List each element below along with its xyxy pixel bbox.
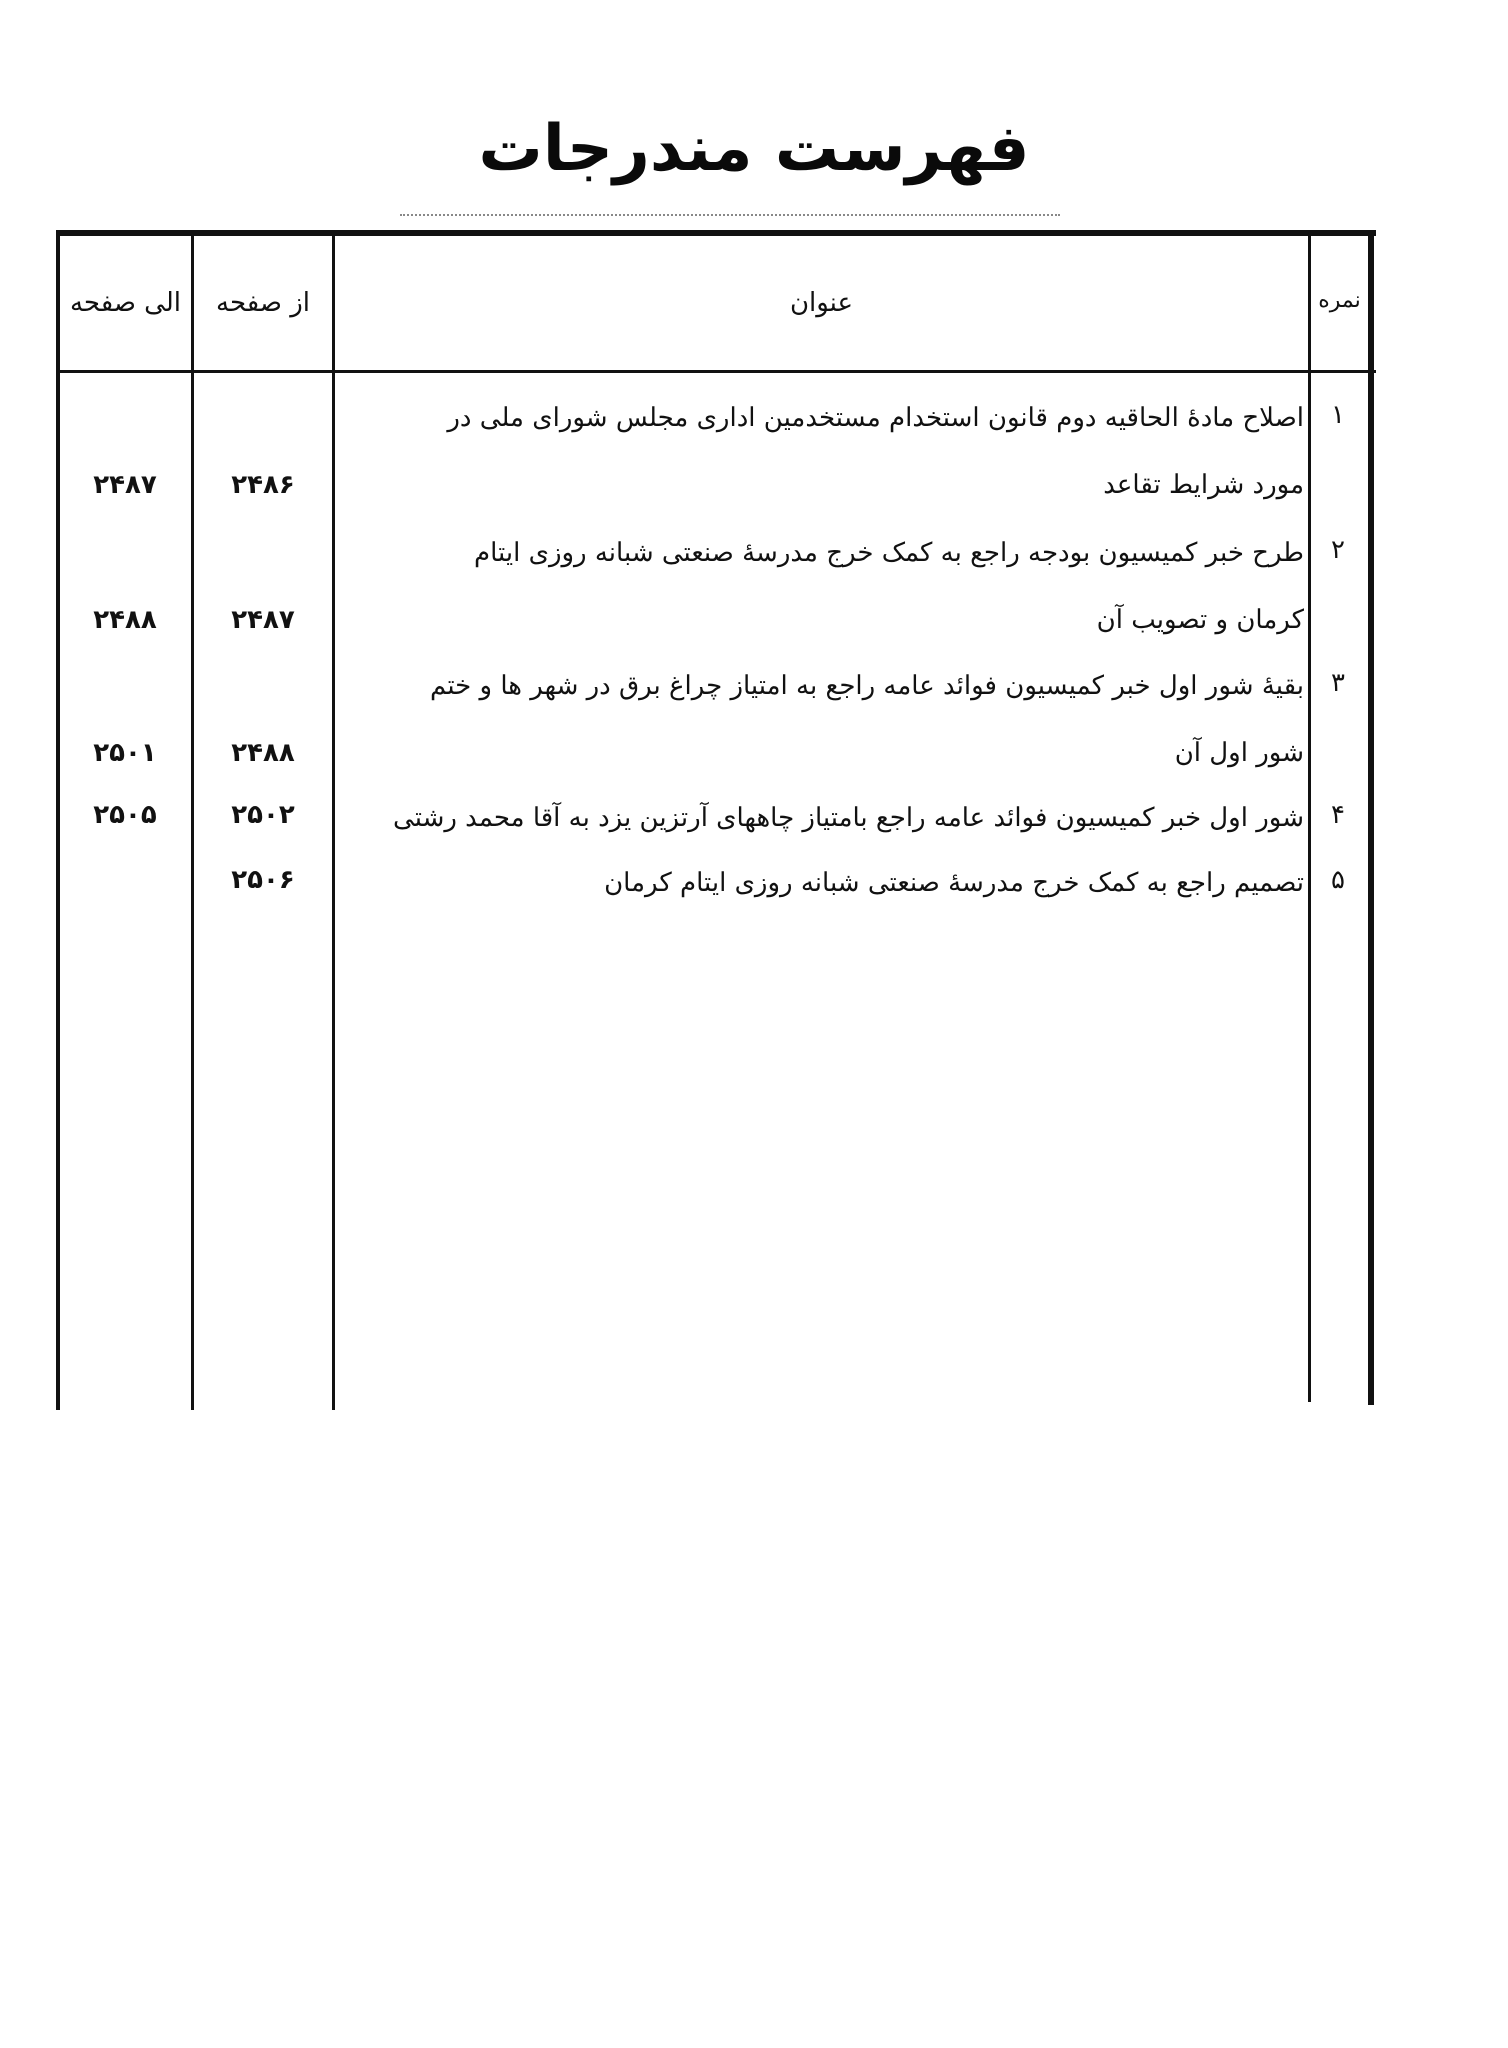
row-title-line: تصمیم راجع به کمک خرج مدرسهٔ صنعتی شبانه روزی ایتام کرمان xyxy=(604,868,1304,898)
row-from-page: ۲۵۰۲ xyxy=(231,800,295,830)
contents-table xyxy=(56,230,1376,1410)
title-divider xyxy=(400,214,1060,216)
row-number: ۴ xyxy=(1331,800,1345,830)
column-divider-from xyxy=(332,230,335,1410)
row-title-line: طرح خبر کمیسیون بودجه راجع به کمک خرج مدرسهٔ صنعتی شبانه روزی ایتام xyxy=(474,538,1304,568)
row-to-page: ۲۵۰۵ xyxy=(93,800,157,830)
page-title: فهرست مندرجات xyxy=(478,112,1030,186)
row-from-page: ۲۴۸۶ xyxy=(231,470,295,500)
table-top-border xyxy=(56,230,1376,236)
row-from-page: ۲۴۸۷ xyxy=(231,605,295,635)
row-title xyxy=(344,385,1304,519)
row-title xyxy=(344,653,1304,787)
row-to-page: ۲۴۸۷ xyxy=(93,470,157,500)
row-from-page: ۲۵۰۶ xyxy=(231,865,295,895)
header-to-page: الی صفحه xyxy=(69,288,182,318)
row-number: ۳ xyxy=(1331,668,1345,698)
row-number: ۵ xyxy=(1331,865,1345,895)
row-title xyxy=(344,520,1304,654)
row-title-line: مورد شرایط تقاعد xyxy=(1103,470,1304,500)
header-number: نمره xyxy=(1318,288,1361,313)
header-bottom-rule xyxy=(56,370,1376,373)
row-number: ۱ xyxy=(1331,400,1345,430)
row-title-line: شور اول خبر کمیسیون فوائد عامه راجع بامتیاز چاههای آرتزین یزد به آقا محمد رشتی xyxy=(393,803,1304,833)
row-title-line: بقیهٔ شور اول خبر کمیسیون فوائد عامه راجع به امتیاز چراغ برق در شهر ها و ختم xyxy=(430,671,1304,701)
row-title-line: کرمان و تصویب آن xyxy=(1096,605,1304,635)
row-title-line: شور اول آن xyxy=(1174,738,1304,768)
row-to-page: ۲۴۸۸ xyxy=(93,605,157,635)
row-title-line: اصلاح مادهٔ الحاقیه دوم قانون استخدام مستخدمین اداری مجلس شورای ملی در xyxy=(447,403,1304,433)
row-to-page: ۲۵۰۱ xyxy=(93,738,157,768)
header-subject: عنوان xyxy=(789,288,854,318)
header-from-page: از صفحه xyxy=(216,288,310,318)
column-divider-to xyxy=(191,230,194,1410)
row-number: ۲ xyxy=(1331,535,1345,565)
row-title xyxy=(344,850,1304,917)
column-divider-subject xyxy=(1308,230,1311,1402)
table-right-border xyxy=(1368,230,1374,1405)
row-title xyxy=(344,785,1304,852)
row-from-page: ۲۴۸۸ xyxy=(231,738,295,768)
